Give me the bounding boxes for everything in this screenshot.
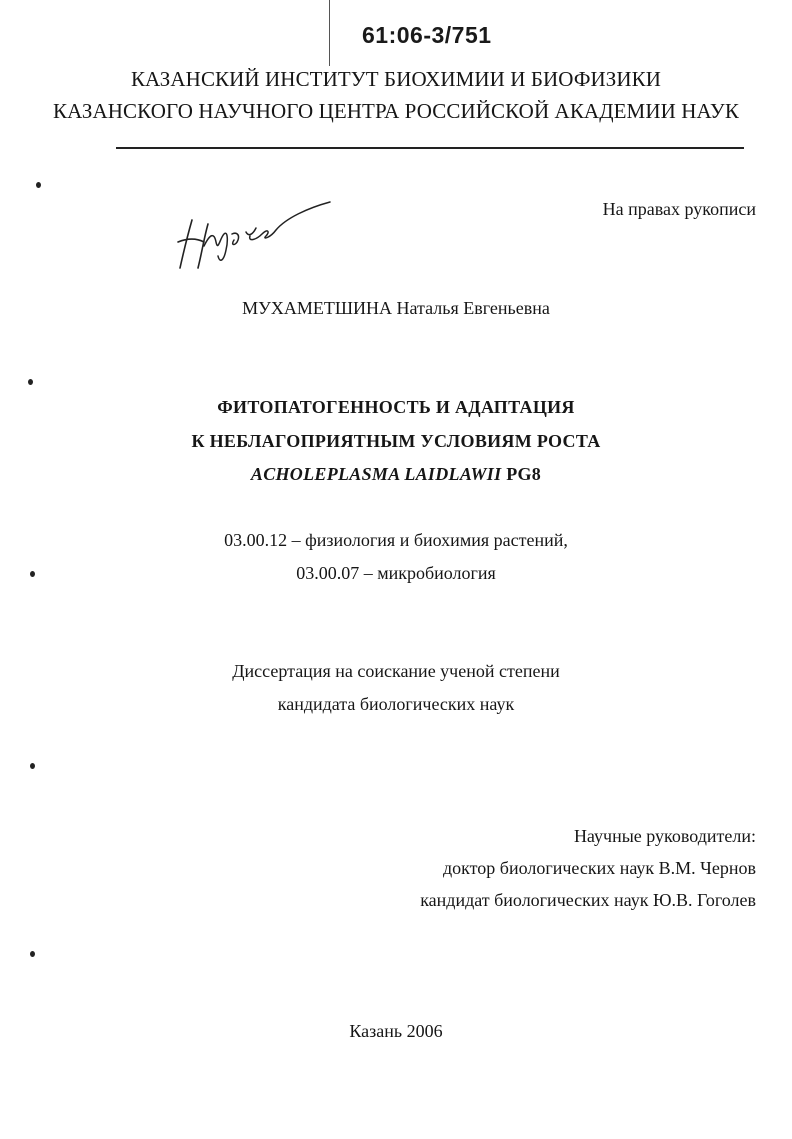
city-year: Казань 2006 [349, 1021, 443, 1041]
degree-line-2: кандидата биологических наук [277, 694, 515, 714]
author-signature [158, 198, 338, 278]
author-name: МУХАМЕТШИНА Наталья Евгеньевна [242, 298, 550, 318]
scan-dot [30, 763, 35, 769]
scan-dot [30, 571, 35, 577]
supervisors-heading: Научные руководители: [573, 826, 756, 846]
scan-dot [28, 379, 33, 385]
specialty-1: 03.00.12 – физиология и биохимия растений, [224, 530, 568, 550]
rights-note: На правах рукописи [602, 199, 756, 219]
header-divider [116, 147, 744, 149]
scan-dot [36, 182, 41, 188]
institution-line-2: КАЗАНСКОГО НАУЧНОГО ЦЕНТРА РОССИЙСКОЙ АКАДЕМИИ НАУК [53, 99, 739, 123]
strain-name: PG8 [501, 464, 542, 484]
institution-line-1: КАЗАНСКИЙ ИНСТИТУТ БИОХИМИИ И БИОФИЗИКИ [130, 67, 662, 91]
degree-line-1: Диссертация на соискание ученой степени [232, 661, 560, 681]
scan-dot [30, 951, 35, 957]
title-line-2: К НЕБЛАГОПРИЯТНЫМ УСЛОВИЯМ РОСТА [191, 431, 601, 451]
archive-stamp: 61:06-3/751 [362, 22, 492, 48]
scan-mark-line [329, 0, 330, 66]
organism-name: ACHOLEPLASMA LAIDLAWII [250, 464, 502, 484]
specialty-2: 03.00.07 – микробиология [296, 563, 496, 583]
supervisor-2: кандидат биологических наук Ю.В. Гоголев [420, 890, 756, 910]
title-line-3 [0, 464, 792, 485]
supervisor-1: доктор биологических наук В.М. Чернов [443, 858, 756, 878]
title-line-1: ФИТОПАТОГЕННОСТЬ И АДАПТАЦИЯ [217, 397, 575, 417]
